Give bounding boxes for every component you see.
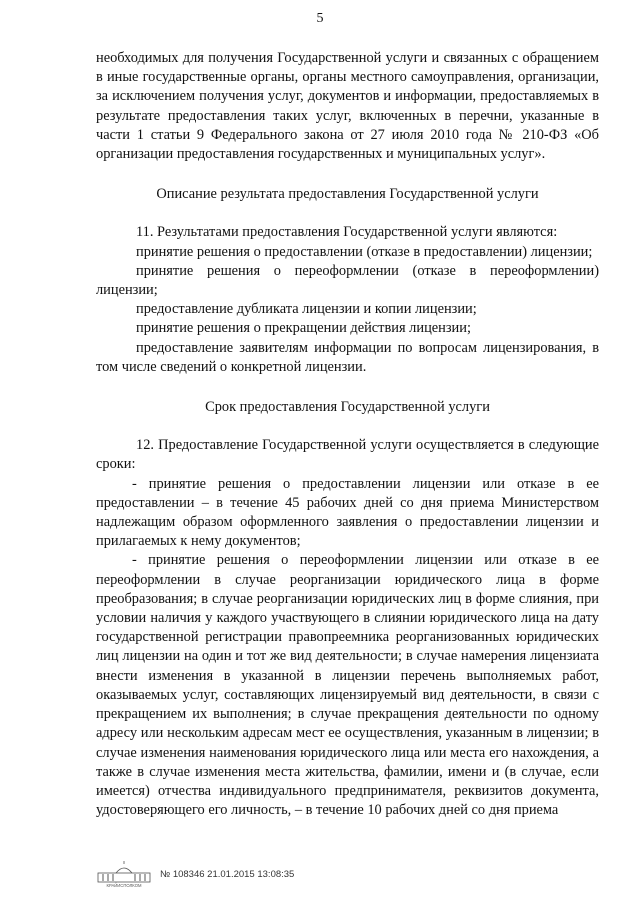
registration-stamp: № 108346 21.01.2015 13:08:35 xyxy=(160,868,295,880)
result-item: предоставление заявителям информации по вопросам лицензирования, в том числе сведений о конкретной лицензии. xyxy=(96,339,599,375)
section-heading-result: Описание результата предоставления Государственной услуги xyxy=(156,186,539,203)
result-item: принятие решения о прекращении действия лицензии; xyxy=(136,320,471,337)
paragraph-continuation: необходимых для получения Государственной услуги и связанных с обращением в иные государственные органы, органы местного самоуправления, организации, за исключением получения услуг, документов и информации, предоставляемых в результате предоставления таких услуг, включенных в перечни, указанные в части 1 статьи 9 Федерального закона от 27 июля 2010 года № 210-ФЗ «Об организации предоставления государственных и муниципальных услуг». xyxy=(96,50,599,163)
result-item: предоставление дубликата лицензии и копии лицензии; xyxy=(136,301,477,318)
section-heading-term: Срок предоставления Государственной услуги xyxy=(205,399,490,416)
logo-caption: КРАЙИСПОЛКОМ xyxy=(106,883,142,888)
term-item: - принятие решения о предоставлении лицензии или отказе в ее предоставлении – в течение 45 рабочих дней со дня приема Министерством надлежащим образом оформленного заявления о предоставлении лицензии и прилагаемых к нему документов; xyxy=(96,475,599,550)
document-body xyxy=(96,49,599,820)
result-item: принятие решения о предоставлении (отказе в предоставлении) лицензии; xyxy=(136,243,593,260)
clause-12-intro: 12. Предоставление Государственной услуги осуществляется в следующие сроки: xyxy=(96,437,599,473)
result-item: принятие решения о переоформлении (отказе в переоформлении) лицензии; xyxy=(96,262,599,299)
building-logo-icon xyxy=(96,860,152,888)
term-item: - принятие решения о переоформлении лицензии или отказе в ее переоформлении в случае реорганизации юридического лица в форме преобразования; в случае реорганизации юридических лиц в форме слияния, при условии наличия у каждого участвующего в слиянии юридического лица на дату государственной регистрации правопреемника реорганизованных юридических лиц лицензии на один и тот же вид деятельности; в случае намерения лицензиата внести изменения в указанной в лицензии перечень выполняемых работ, оказываемых услуг, составляющих лицензируемый вид деятельности, в связи с прекращением их выполнения; в случае прекращения деятельности по одному адресу или нескольким адресам мест ее осуществления, указанным в лицензии; в случае изменения наименования юридического лица или места его нахождения, а также в случае изменения места жительства, фамилии, имени и (в случае, если имеется) отчества индивидуального предпринимателя, реквизитов документа, удостоверяющего его личность, – в течение 10 рабочих дней со дня приема xyxy=(96,552,599,819)
clause-11-intro: 11. Результатами предоставления Государственной услуги являются: xyxy=(136,224,558,241)
document-footer xyxy=(96,860,294,888)
page-number: 5 xyxy=(316,11,324,26)
